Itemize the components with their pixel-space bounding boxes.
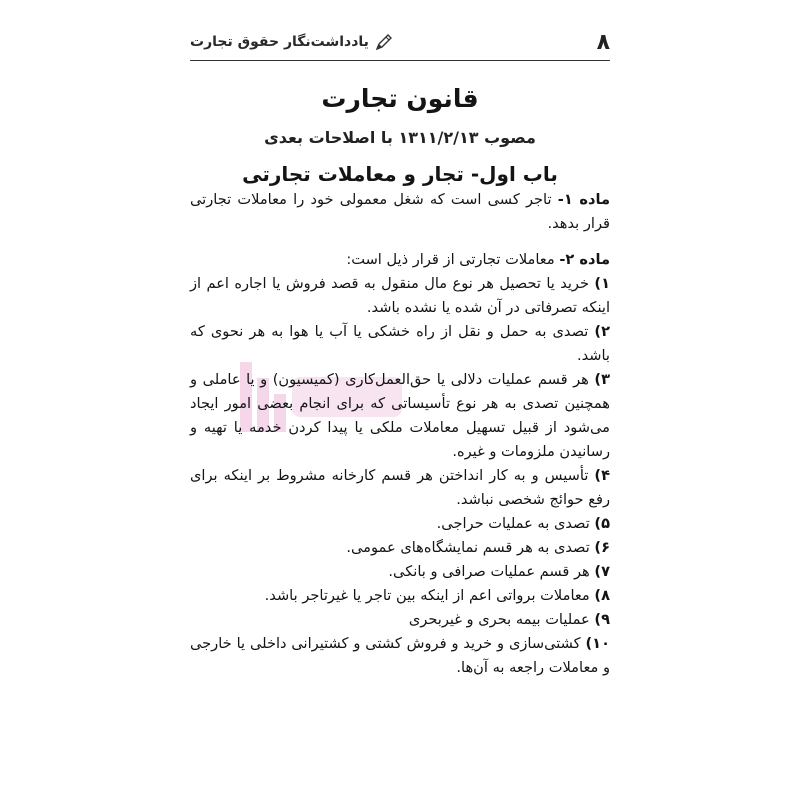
item-text: کشتی‌سازی و خرید و فروش کشتی و کشتیرانی داخلی یا خارجی و معاملات راجعه به آن‌ها. (190, 635, 610, 676)
running-header (190, 30, 610, 54)
running-title-group (190, 33, 393, 51)
item-text: معاملات برواتی اعم از اینکه بین تاجر یا غیرتاجر باشد. (264, 587, 590, 604)
item-number: ۴) (594, 467, 610, 484)
item-number: ۷) (594, 563, 610, 580)
item-number: ۹) (594, 611, 610, 628)
list-item (190, 512, 610, 536)
item-text: خرید یا تحصیل هر نوع مال منقول به قصد فروش یا اجاره اعم از اینکه تصرفاتی در آن شده یا نشده باشد. (190, 275, 610, 316)
item-number: ۳) (594, 371, 610, 388)
item-text: عملیات بیمه بحری و غیربحری (408, 611, 590, 628)
list-item (190, 272, 610, 320)
chapter-heading: باب اول- تجار و معاملات تجارتی (242, 162, 558, 186)
article-1 (190, 188, 610, 236)
list-item (190, 560, 610, 584)
item-number: ۱۰) (585, 635, 610, 652)
item-number: ۸) (594, 587, 610, 604)
article-intro: معاملات تجارتی از قرار ذیل است: (346, 251, 555, 268)
list-item (190, 368, 610, 464)
article-2 (190, 248, 610, 272)
article-label: ماده ۱- (557, 191, 611, 208)
pencil-icon (375, 33, 393, 51)
page-subtitle: مصوب ۱۳۱۱/۲/۱۳ با اصلاحات بعدی (264, 128, 536, 147)
list-item (190, 320, 610, 368)
article-label: ماده ۲- (559, 251, 610, 268)
item-text: تصدی به هر قسم نمایشگاه‌های عمومی. (346, 539, 590, 556)
running-title: یادداشت‌نگار حقوق تجارت (190, 34, 369, 50)
list-item (190, 536, 610, 560)
item-text: تصدی به حمل و نقل از راه خشکی یا آب یا هوا به هر نحوی که باشد. (190, 323, 610, 364)
page-title: قانون تجارت (321, 84, 479, 113)
body-text (190, 188, 610, 680)
article-text: تاجر کسی است که شغل معمولی خود را معاملات تجارتی قرار بدهد. (190, 191, 610, 232)
item-number: ۶) (594, 539, 610, 556)
item-text: تصدی به عملیات حراجی. (436, 515, 590, 532)
item-text: هر قسم عملیات صرافی و بانکی. (388, 563, 590, 580)
list-item (190, 464, 610, 512)
list-item (190, 584, 610, 608)
item-number: ۵) (594, 515, 610, 532)
item-number: ۲) (594, 323, 611, 340)
header-divider (190, 60, 610, 61)
item-text: هر قسم عملیات دلالی یا حق‌العمل‌کاری (کمیسیون) و یا عاملی و همچنین تصدی به هر نوع تأسیساتی که برای انجام بعضی امور ایجاد می‌شود از قبیل تسهیل معاملات ملکی یا پیدا کردن خدمه یا تهیه و رسانیدن ملزومات و غیره. (190, 371, 610, 460)
item-number: ۱) (594, 275, 610, 292)
item-text: تأسیس و به کار انداختن هر قسم کارخانه مشروط بر اینکه برای رفع حوائج شخصی نباشد. (190, 467, 610, 508)
page-number: ۸ (596, 29, 610, 55)
list-item (190, 632, 610, 680)
list-item (190, 608, 610, 632)
